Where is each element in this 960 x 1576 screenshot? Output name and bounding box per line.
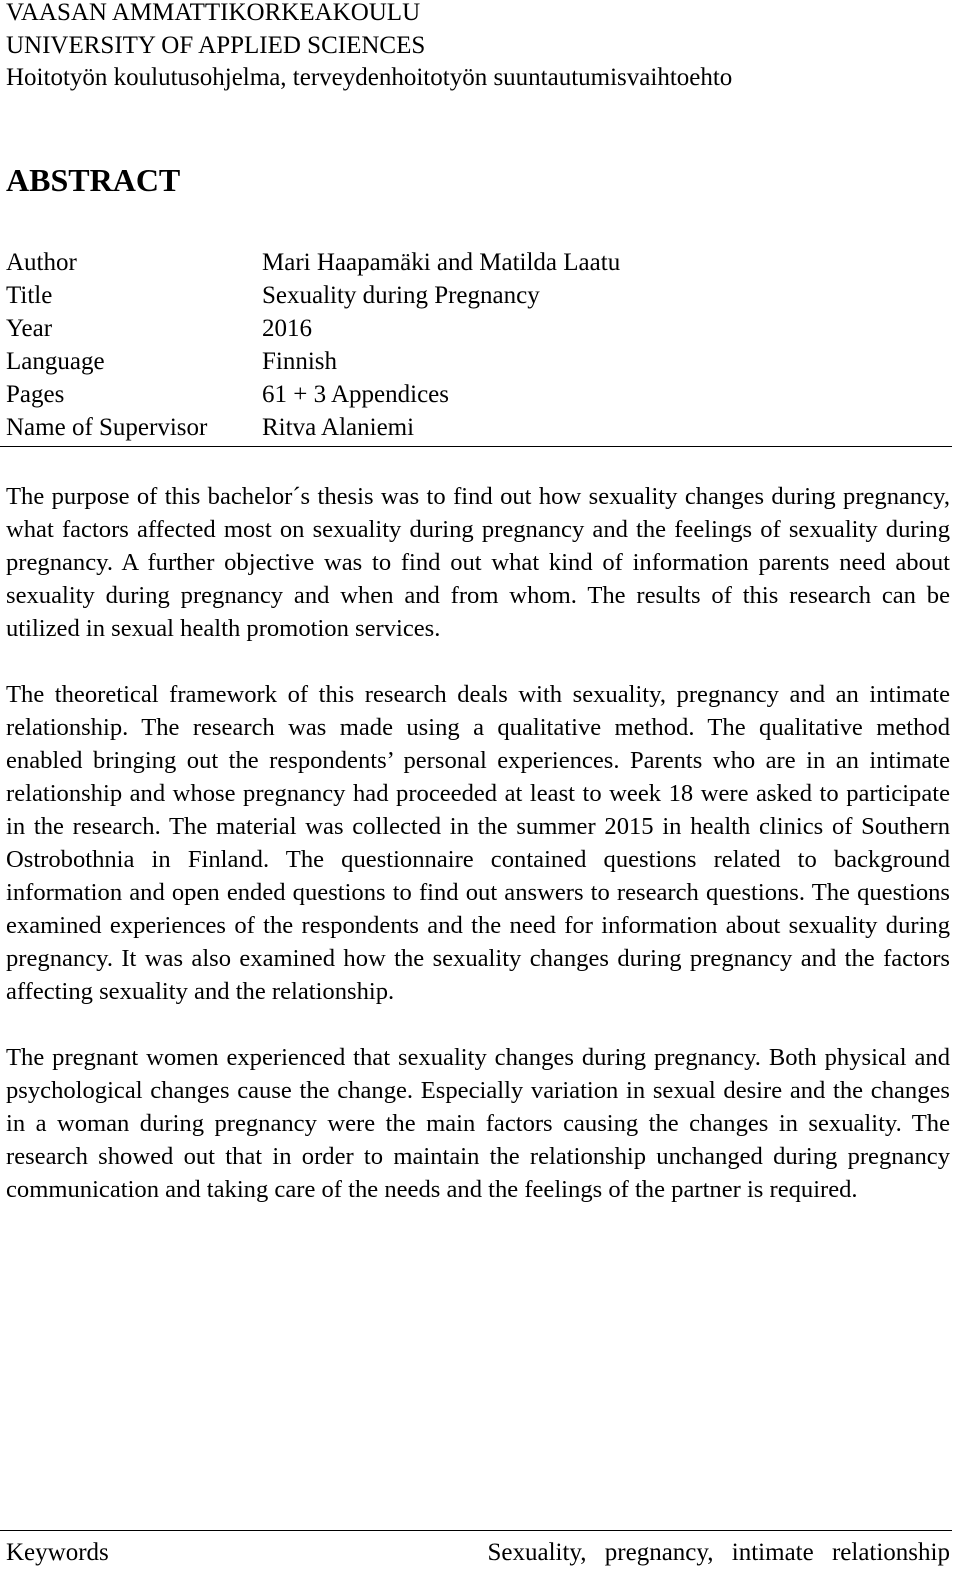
meta-value: 2016 <box>262 315 312 342</box>
meta-label: Year <box>6 315 53 342</box>
meta-label: Name of Supervisor <box>6 414 208 441</box>
keywords-label: Keywords <box>6 1539 109 1566</box>
meta-row-author <box>0 246 952 279</box>
meta-label: Pages <box>6 381 65 408</box>
meta-label: Title <box>6 282 53 309</box>
document-header <box>6 0 732 95</box>
meta-row-year <box>0 312 952 345</box>
meta-value: Sexuality during Pregnancy <box>262 282 540 309</box>
meta-label: Author <box>6 249 77 276</box>
meta-value: Mari Haapamäki and Matilda Laatu <box>262 249 621 276</box>
meta-label: Language <box>6 348 105 375</box>
abstract-paragraph-purpose: The purpose of this bachelor´s thesis was to find out how sexuality changes during pregnancy, what factors affected most on sexuality during pregnancy and the feelings of sexuality during pregnancy. A further objective was to find out what kind of information parents need about sexuality during pregnancy and when and from whom. The results of this research can be utilized in sexual health promotion services. <box>6 483 950 642</box>
keywords-row <box>0 1530 952 1571</box>
abstract-paragraph-results: The pregnant women experienced that sexuality changes during pregnancy. Both physical and psychological changes cause the change. Especially variation in sexual desire and the changes in a woman during pregnancy were the main factors causing the changes in sexuality. The research showed out that in order to maintain the relationship unchanged during pregnancy communication and taking care of the needs and the feelings of the partner is required. <box>6 1044 950 1203</box>
meta-row-pages <box>0 378 952 411</box>
meta-value: Finnish <box>262 348 338 375</box>
abstract-heading: ABSTRACT <box>6 162 181 198</box>
abstract-paragraph-method: The theoretical framework of this research deals with sexuality, pregnancy and an intimate relationship. The research was made using a qualitative method. The qualitative method enabled bringing out the respondents’ personal experiences. Parents who are in an intimate relationship and whose pregnancy had proceeded at least to week 18 were asked to participate in the research. The material was collected in the summer 2015 in health clinics of Southern Ostrobothnia in Finland. The questionnaire contained questions related to background information and open ended questions to find out answers to research questions. The questions examined experiences of the respondents and the need for information about sexuality during pregnancy. It was also examined how the sexuality changes during pregnancy and the factors affecting sexuality and the relationship. <box>6 681 950 1005</box>
meta-row-title <box>0 279 952 312</box>
meta-value: 61 + 3 Appendices <box>262 381 449 408</box>
keywords-value: Sexuality, pregnancy, intimate relationship <box>487 1539 950 1566</box>
institution-name-english: UNIVERSITY OF APPLIED SCIENCES <box>6 31 426 59</box>
meta-row-language <box>0 345 952 378</box>
abstract-body <box>6 480 950 1239</box>
meta-value: Ritva Alaniemi <box>262 414 415 441</box>
institution-name-finnish: VAASAN AMMATTIKORKEAKOULU <box>6 0 421 26</box>
thesis-metadata-table <box>0 246 952 447</box>
degree-programme: Hoitotyön koulutusohjelma, terveydenhoitotyön suuntautumisvaihtoehto <box>6 64 733 91</box>
meta-row-supervisor <box>0 411 952 444</box>
